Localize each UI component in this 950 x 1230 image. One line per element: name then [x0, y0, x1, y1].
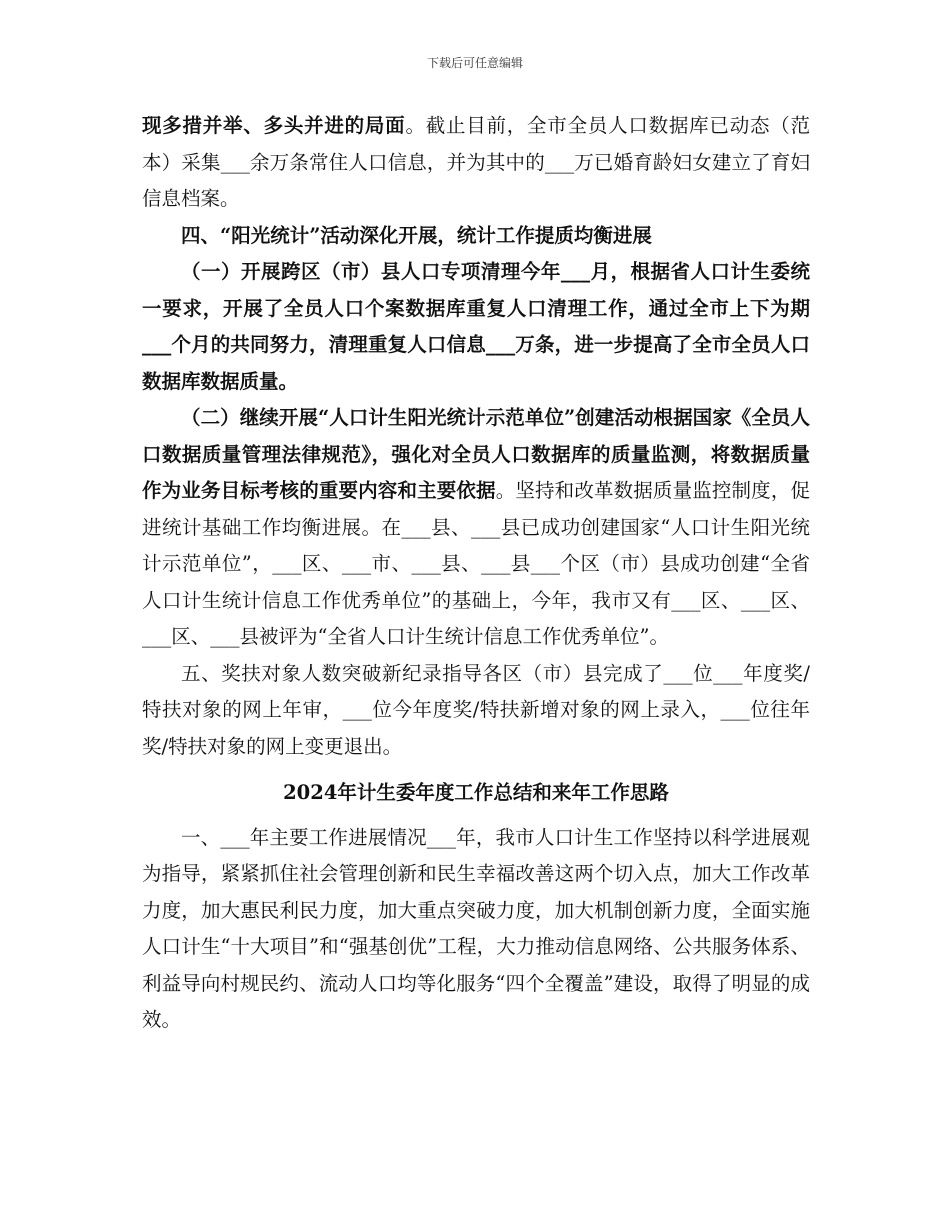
- document-title: 2024年计生委年度工作总结和来年工作思路: [283, 781, 669, 804]
- paragraph-text: 。坚持和改革数据质量监控制度，促进统计基础工作均衡进展。在___县、___县已成功创建国家“人口计生阳光统计示范单位”，___区、___市、___县、___县___个区（市）县成功创建“全省人口计生统计信息工作优秀单位”的基础上，今年，我市又有___区、___区、___区、___县被评为“全省人口计生统计信息工作优秀单位”。: [142, 479, 810, 648]
- paragraph-bold-lead: 现多措并举、多头并进的局面: [142, 114, 406, 137]
- paragraph-bold-lead: （二）继续开展“人口计生阳光统计示范单位”创建活动根据国家《全员人口数据质量管理法律规范》，强化对全员人口数据库的质量监测，将数据质量作为业务目标考核的重要内容和主要依据: [142, 406, 810, 502]
- paragraph-text: 。截止目前，全市全员人口数据库已动态（范本）采集___余万条常住人口信息，并为其中的___万已婚育龄妇女建立了育妇信息档案。: [142, 114, 810, 210]
- paragraph-continuation: [142, 108, 810, 218]
- section-heading-4: 四、“阳光统计”活动深化开展，统计工作提质均衡进展: [181, 223, 652, 247]
- page-header: 下载后可任意编辑: [426, 56, 523, 70]
- document-body: [142, 108, 810, 1039]
- paragraph-bold-text: （一）开展跨区（市）县人口专项清理今年___月，根据省人口计生委统一要求，开展了全员人口个案数据库重复人口清理工作，通过全市上下为期___个月的共同努力，清理重复人口信息___万条，进一步提高了全市全员人口数据库数据质量。: [142, 260, 810, 393]
- paragraph-section-1: 一、___年主要工作进展情况___年，我市人口计生工作坚持以科学进展观为指导，紧紧抓住社会管理创新和民生幸福改善这两个切入点，加大工作改革力度，加大惠民利民力度，加大重点突破力度，加大机制创新力度，全面实施人口计生“十大项目”和“强基创优”工程，大力推动信息网络、公共服务体系、利益导向村规民约、流动人口均等化服务“四个全覆盖”建设，取得了明显的成效。: [142, 825, 810, 1031]
- paragraph-section-5: 五、奖扶对象人数突破新纪录指导各区（市）县完成了___位___年度奖/特扶对象的网上年审，___位今年度奖/特扶新增对象的网上录入，___位往年奖/特扶对象的网上变更退出。: [142, 661, 810, 758]
- paragraph-subsection-1: [142, 254, 810, 400]
- paragraph-subsection-2: [142, 400, 810, 656]
